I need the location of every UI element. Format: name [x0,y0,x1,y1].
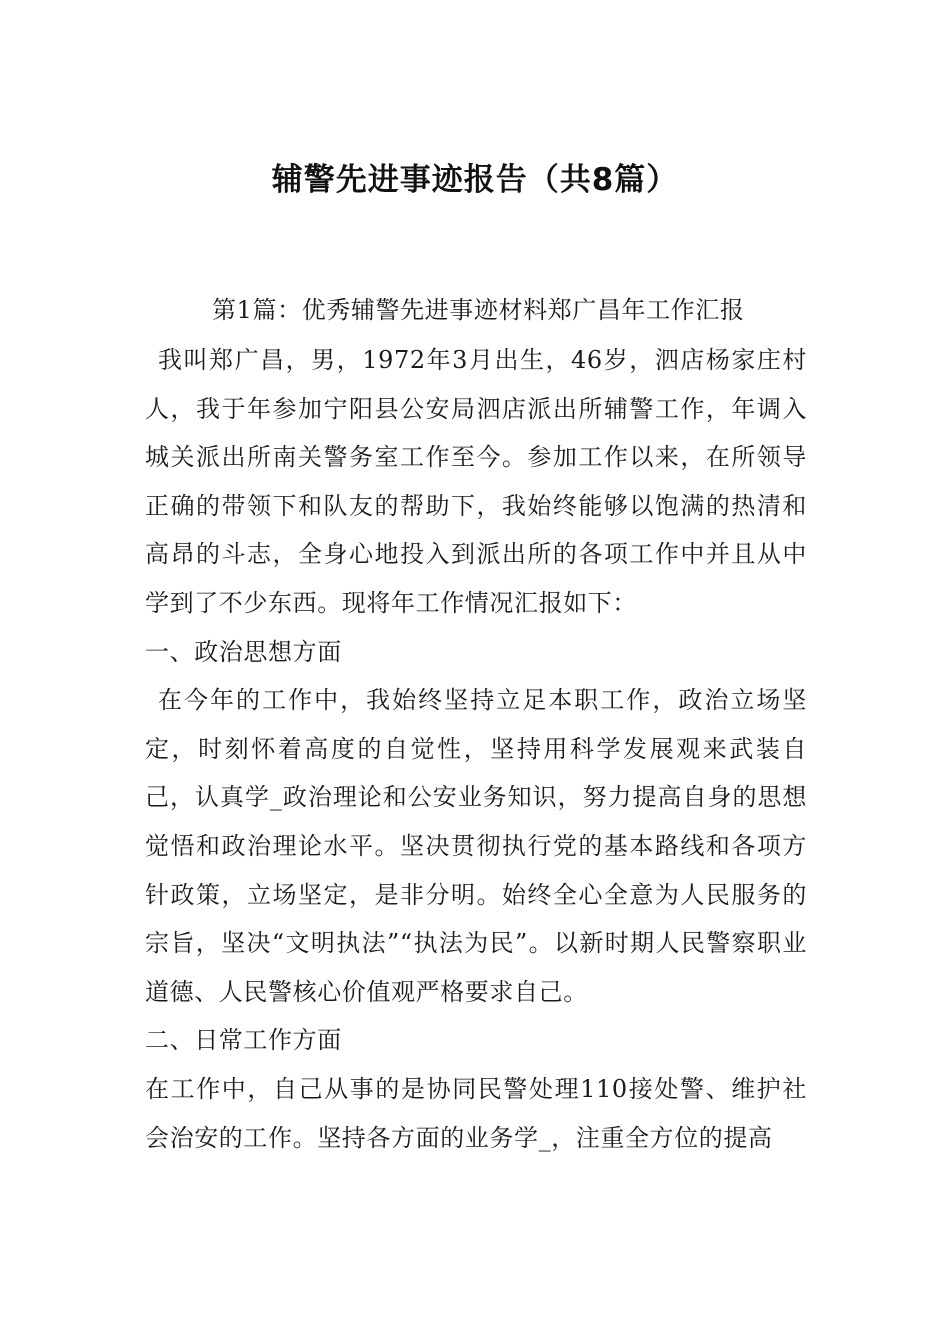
document-title: 辅警先进事迹报告（共8篇） [271,162,679,198]
paragraph-intro: 我叫郑广昌，男，1972年3月出生，46岁，泗店杨家庄村人，我于年参加宁阳县公安局泗店派出所辅警工作，年调入城关派出所南关警务室工作至今。参加工作以来，在所领导正确的带领下和队友的帮助下，我始终能够以饱满的热清和高昂的斗志，全身心地投入到派出所的各项工作中并且从中学到了不少东西。现将年工作情况汇报如下： [145,346,807,617]
chapter-title: 第1篇：优秀辅警先进事迹材料郑广昌年工作汇报 [212,296,745,324]
paragraph-political: 在今年的工作中，我始终坚持立足本职工作，政治立场坚定，时刻怀着高度的自觉性，坚持用科学发展观来武装自己，认真学_政治理论和公安业务知识，努力提高自身的思想觉悟和政治理论水平。坚决贯彻执行党的基本路线和各项方针政策，立场坚定，是非分明。始终全心全意为人民服务的宗旨，坚决“文明执法”“执法为民”。以新时期人民警察职业道德、人民警核心价值观严格要求自己。 [145,686,807,1006]
section-heading-daily-work: 二、日常工作方面 [145,1026,342,1055]
document-body [145,336,807,1162]
paragraph-daily-work: 在工作中，自己从事的是协同民警处理110接处警、维护社会治安的工作。坚持各方面的业务学_，注重全方位的提高 [145,1074,807,1152]
section-heading-political: 一、政治思想方面 [145,637,342,666]
